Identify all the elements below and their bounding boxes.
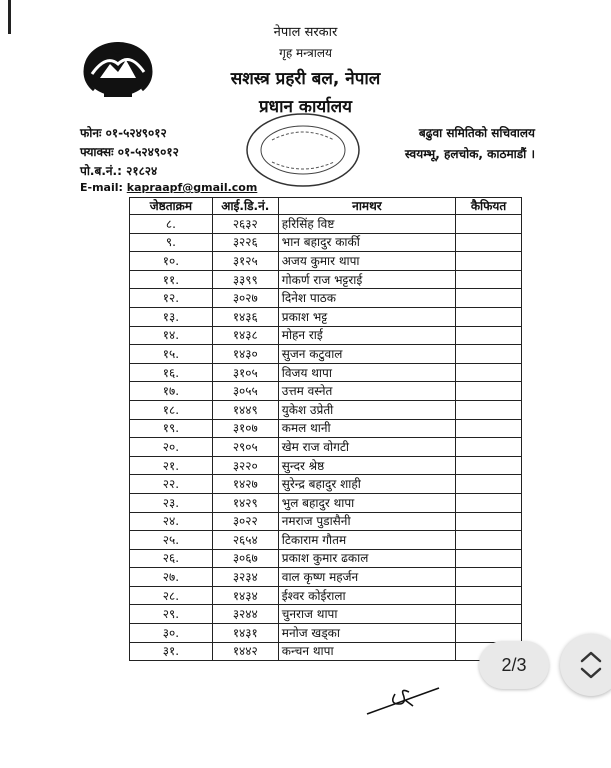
contact-fax: फ्याक्सः ०१-५२४९०१२ [80,145,179,159]
cell-remarks [456,438,522,457]
cell-name: मनोज खड्का [278,624,455,643]
cell-remarks [456,215,522,234]
cell-name: सुन्दर श्रेष्ठ [278,456,455,475]
contact-email-line [80,181,257,194]
table-row [130,289,522,308]
table-row [130,419,522,438]
cell-id: २६५४ [212,531,278,550]
table-header-row [130,198,522,215]
cell-id: १४३१ [212,624,278,643]
table-row [130,586,522,605]
cell-id: १४३० [212,345,278,364]
cell-seniority: २४. [130,512,213,531]
cell-remarks [456,400,522,419]
cell-name: युकेश उप्रेती [278,400,455,419]
cell-id: १४३८ [212,326,278,345]
contact-phone: फोनः ०१-५२४९०१२ [80,126,167,140]
table-row [130,475,522,494]
table-row [130,363,522,382]
cell-name: टिकाराम गौतम [278,531,455,550]
cell-id: १४२९ [212,493,278,512]
cell-remarks [456,233,522,252]
cell-id: २९०५ [212,438,278,457]
chevron-up-down-icon [577,649,605,681]
cell-seniority: १७. [130,382,213,401]
cell-name: सुरेन्द्र बहादुर शाही [278,475,455,494]
cell-name: ईश्वर कोईराला [278,586,455,605]
cell-id: २६३२ [212,215,278,234]
table-row [130,642,522,661]
seniority-table [129,197,522,661]
cell-seniority: १५. [130,345,213,364]
cell-remarks [456,252,522,271]
cell-seniority: २१. [130,456,213,475]
cell-seniority: ११. [130,270,213,289]
cell-seniority: १६. [130,363,213,382]
cell-id: १४४२ [212,642,278,661]
cell-name: मोहन राई [278,326,455,345]
table-row [130,512,522,531]
cell-id: १४३६ [212,307,278,326]
cell-seniority: १४. [130,326,213,345]
cell-seniority: २०. [130,438,213,457]
header-ministry: गृह मन्त्रालय [279,46,332,60]
cell-id: ३०२२ [212,512,278,531]
office-seal-icon [242,110,364,190]
cell-id: ३२४४ [212,605,278,624]
signature-icon [365,682,445,718]
cell-seniority: २७. [130,568,213,587]
cell-seniority: १०. [130,252,213,271]
office-address: स्वयम्भू, हलचोक, काठमाडौं । [404,147,535,161]
office-name: बढुवा समितिको सचिवालय [418,126,535,140]
cell-name: कमल थानी [278,419,455,438]
cell-seniority: २२. [130,475,213,494]
header-office: प्रधान कार्यालय [259,97,352,117]
cell-id: ३०५५ [212,382,278,401]
table-row [130,252,522,271]
cell-id: ३२२० [212,456,278,475]
table-body [130,215,522,661]
table-row [130,438,522,457]
table-row [130,531,522,550]
table-row [130,345,522,364]
table-row [130,400,522,419]
table-row [130,307,522,326]
cell-id: १४३४ [212,586,278,605]
cell-name: खेम राज वोगटी [278,438,455,457]
cell-id: ३३९९ [212,270,278,289]
cell-seniority: २६. [130,549,213,568]
cell-id: ३१०७ [212,419,278,438]
cell-name: अजय कुमार थापा [278,252,455,271]
cell-remarks [456,475,522,494]
cell-name: वाल कृष्ण महर्जन [278,568,455,587]
cell-seniority: १३. [130,307,213,326]
header-government: नेपाल सरकार [273,25,338,40]
cell-id: ३१२५ [212,252,278,271]
cell-seniority: २८. [130,586,213,605]
cell-seniority: १९. [130,419,213,438]
page-indicator: 2/3 [479,641,549,689]
cell-name: प्रकाश भट्ट [278,307,455,326]
cell-remarks [456,345,522,364]
email-link[interactable]: kapraapf@gmail.com [126,181,258,194]
cell-remarks [456,512,522,531]
cell-seniority: २५. [130,531,213,550]
table-row [130,233,522,252]
cell-id: १४२७ [212,475,278,494]
col-header-seniority: जेष्ठताक्रम [130,198,213,215]
cell-id: १४४९ [212,400,278,419]
cell-name: विजय थापा [278,363,455,382]
cell-name: कन्चन थापा [278,642,455,661]
cell-remarks [456,531,522,550]
cell-remarks [456,270,522,289]
cell-remarks [456,289,522,308]
cell-seniority: ८. [130,215,213,234]
table-row [130,568,522,587]
cell-id: ३०२७ [212,289,278,308]
cell-seniority: २३. [130,493,213,512]
email-label: E-mail: [80,181,123,194]
col-header-name: नामथर [278,198,455,215]
cell-remarks [456,605,522,624]
cell-name: प्रकाश कुमार ढकाल [278,549,455,568]
cell-remarks [456,493,522,512]
table-row [130,326,522,345]
cell-name: सुजन कटुवाल [278,345,455,364]
cell-id: ३२२६ [212,233,278,252]
page-nav-button[interactable] [560,634,611,696]
header-organization: सशस्त्र प्रहरी बल, नेपाल [230,69,381,89]
cell-name: भुल बहादुर थापा [278,493,455,512]
cell-remarks [456,382,522,401]
table-row [130,456,522,475]
cell-id: ३०६७ [212,549,278,568]
table-row [130,493,522,512]
cell-remarks [456,624,522,643]
contact-pobox: पो.ब.नं.: २१८२४ [80,164,158,178]
table-row [130,624,522,643]
cell-remarks [456,568,522,587]
cell-seniority: १८. [130,400,213,419]
cell-seniority: ३०. [130,624,213,643]
cell-id: ३२३४ [212,568,278,587]
cell-seniority: २९. [130,605,213,624]
cell-remarks [456,586,522,605]
table-row [130,605,522,624]
cell-seniority: १२. [130,289,213,308]
cell-name: उत्तम वस्नेत [278,382,455,401]
table-row [130,270,522,289]
cell-remarks [456,549,522,568]
cell-name: गोकर्ण राज भट्टराई [278,270,455,289]
col-header-id: आई.डि.नं. [212,198,278,215]
cell-name: भान बहादुर कार्की [278,233,455,252]
col-header-remarks: कैफियत [456,198,522,215]
cell-id: ३१०५ [212,363,278,382]
cell-remarks [456,326,522,345]
cell-name: दिनेश पाठक [278,289,455,308]
cell-seniority: ९. [130,233,213,252]
cell-remarks [456,419,522,438]
cell-name: नमराज पुडासैनी [278,512,455,531]
table-row [130,549,522,568]
cell-remarks [456,456,522,475]
table-row [130,215,522,234]
cell-name: हरिसिंह विष्ट [278,215,455,234]
cell-remarks [456,363,522,382]
cell-seniority: ३१. [130,642,213,661]
cell-remarks [456,307,522,326]
cell-name: चुनराज थापा [278,605,455,624]
table-row [130,382,522,401]
